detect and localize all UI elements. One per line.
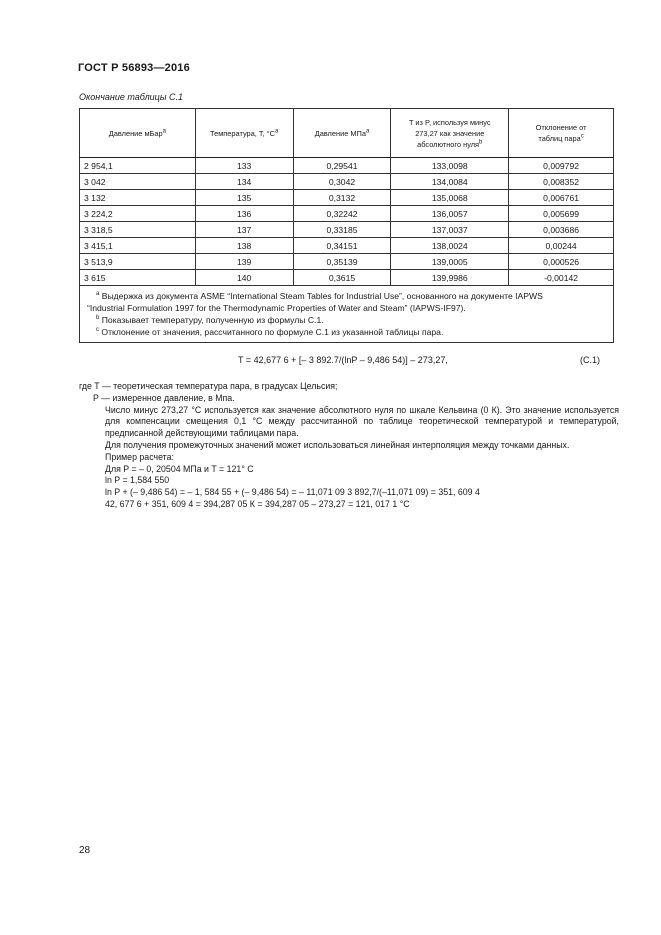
table-row [80, 158, 614, 174]
example-heading: Пример расчета: [105, 451, 174, 462]
table-cell: 138,0024 [391, 238, 509, 254]
paragraph-interpolation: Для получения промежуточных значений может использоваться линейная интерполяция между точками данных. [105, 439, 570, 450]
table-cell: 139 [195, 254, 293, 270]
table-cell: 3 513,9 [80, 254, 196, 270]
table-row [80, 174, 614, 190]
footnote-c: $^c$ Отклонение от значения, рассчитанного по формуле С.1 из указанной таблицы пара. [96, 327, 444, 337]
table-cell: 0,3615 [293, 270, 391, 286]
formula-number: (С.1) [580, 355, 600, 365]
document-header: ГОСТ Р 56893—2016 [78, 62, 190, 74]
table-cell: 0,005699 [509, 206, 614, 222]
page-number: 28 [79, 845, 91, 856]
table-cell: 136 [195, 206, 293, 222]
table-cell: 3 132 [80, 190, 196, 206]
table-row [80, 238, 614, 254]
table-header-row [80, 109, 614, 158]
table-caption: Окончание таблицы С.1 [79, 92, 183, 102]
table-cell: 0,00244 [509, 238, 614, 254]
col-header-deviation: Отклонение от таблиц пара$^c$ [509, 109, 614, 158]
footnote-a-continued: “Industrial Formulation 1997 for the Thermodynamic Properties of Water and Steam” (IAPWS-IF97). [87, 303, 466, 313]
table-cell: 3 318,5 [80, 222, 196, 238]
col-header-temperature: Температура, T, $^\circ С^a$ [195, 109, 293, 158]
table-cell: 133 [195, 158, 293, 174]
example-line-2: ln P = 1,584 550 [105, 475, 170, 486]
example-line-3: ln P + (– 9,486 54) = – 1, 584 55 + (– 9,486 54) = – 11,071 09 3 892,7/(–11,071 09) = 351, 609 4 [105, 487, 480, 498]
table-cell: 0,33185 [293, 222, 391, 238]
paragraph-absolute-zero: Число минус 273,27 °С используется как значение абсолютного нуля по шкале Кельвина (0 К). Это значение используется для компенсации смещения 0,1 °С между рассчитанной по таблице теоретической температурой и температурой, предписанной действующими таблицами пара. [105, 404, 619, 439]
table-footnotes [80, 286, 614, 343]
data-table [79, 108, 614, 343]
table-row [80, 222, 614, 238]
table-cell: 3 415,1 [80, 238, 196, 254]
table-cell: 0,3042 [293, 174, 391, 190]
table-cell: 3 042 [80, 174, 196, 190]
table-cell: 139,0005 [391, 254, 509, 270]
table-cell: 133,0098 [391, 158, 509, 174]
example-line-4: 42, 677 6 + 351, 609 4 = 394,287 05 К = 394,287 05 – 273,27 = 121, 017 1 °С [105, 498, 410, 509]
table-cell: 0,3132 [293, 190, 391, 206]
table-footnotes-row [80, 286, 614, 343]
table-row [80, 254, 614, 270]
table-cell: 139,9986 [391, 270, 509, 286]
example-line-1: Для P = – 0, 20504 МПа и T = 121° С [105, 463, 254, 474]
table-cell: 3 615 [80, 270, 196, 286]
table-cell: 0,006761 [509, 190, 614, 206]
table-cell: 135 [195, 190, 293, 206]
table-row [80, 270, 614, 286]
col-header-pressure-mpa: Давление МПа$^a$ [293, 109, 391, 158]
table-cell: 134 [195, 174, 293, 190]
table-row [80, 190, 614, 206]
footnote-b: $^b$ Показывает температуру, полученную из формулы С.1. [96, 315, 324, 325]
table-cell: 140 [195, 270, 293, 286]
table-row [80, 206, 614, 222]
table-cell: 0,003686 [509, 222, 614, 238]
table-cell: 2 954,1 [80, 158, 196, 174]
paragraph-where-t: где T — теоретическая температура пара, в градусах Цельсия; [79, 381, 338, 391]
table-cell: 137,0037 [391, 222, 509, 238]
table-cell: 134,0084 [391, 174, 509, 190]
table-cell: 136,0057 [391, 206, 509, 222]
footnote-a: $^a$ Выдержка из документа ASME “International Steam Tables for Industrial Use”, основанного на документе IAPWS [96, 291, 543, 301]
table-cell: 0,35139 [293, 254, 391, 270]
col-header-t-from-p: T из P, используя минус 273,27 как значение абсолютного нуля$^b$ [391, 109, 509, 158]
table-cell: 0,34151 [293, 238, 391, 254]
table-cell: 0,32242 [293, 206, 391, 222]
table-cell: -0,00142 [509, 270, 614, 286]
table-cell: 135,0068 [391, 190, 509, 206]
table-cell: 3 224,2 [80, 206, 196, 222]
col-header-pressure-mbar: Давление мБар$^a$ [80, 109, 196, 158]
table-cell: 0,29541 [293, 158, 391, 174]
table-cell: 138 [195, 238, 293, 254]
formula-c1: T = 42,677 6 + [– 3 892.7/(lnP – 9,486 54)] – 273,27, [238, 355, 448, 365]
table-cell: 0,008352 [509, 174, 614, 190]
table-cell: 0,000526 [509, 254, 614, 270]
table-cell: 0,009792 [509, 158, 614, 174]
paragraph-where-p: P — измеренное давление, в Мпа. [93, 392, 235, 403]
body-text [79, 381, 619, 511]
table-cell: 137 [195, 222, 293, 238]
